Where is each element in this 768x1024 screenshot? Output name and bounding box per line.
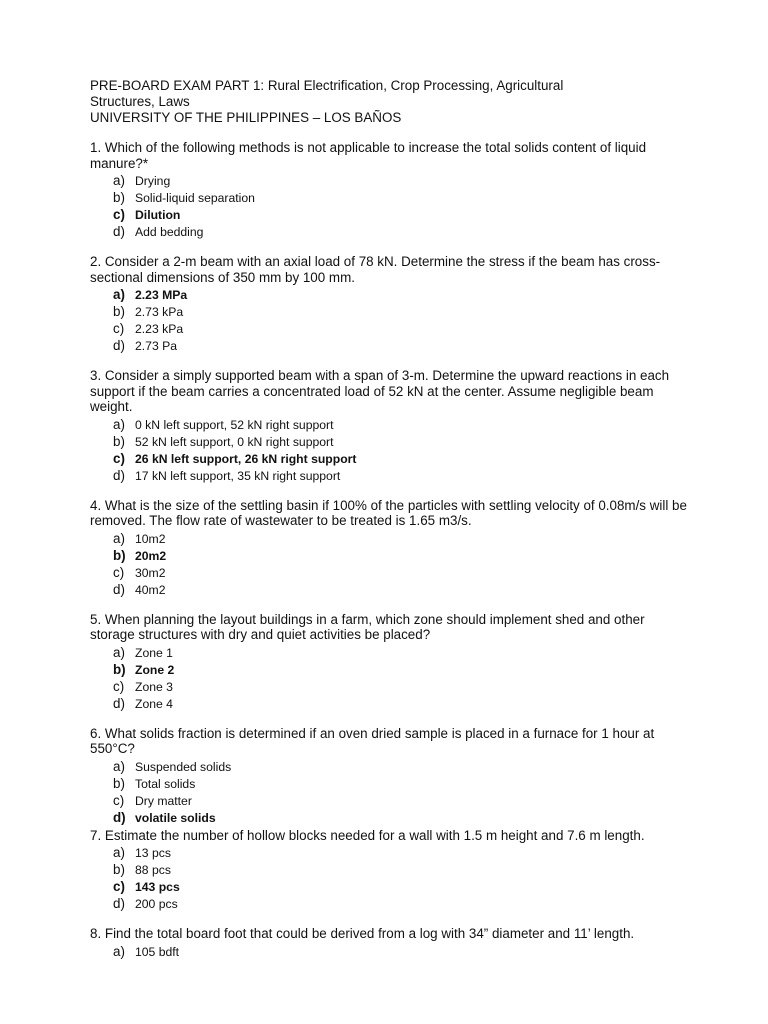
option-text: 105 bdft [135, 944, 180, 959]
option-text: 20m2 [135, 548, 167, 563]
option-list [90, 758, 690, 826]
option-b-answer [90, 547, 690, 564]
option-c-answer [90, 878, 690, 895]
option-letter: b) [113, 547, 126, 563]
option-letter: d) [113, 809, 126, 825]
option-d-answer [90, 809, 690, 826]
option-letter: a) [113, 758, 125, 774]
exam-page [90, 78, 690, 960]
option-c [90, 792, 690, 809]
option-text: 143 pcs [135, 880, 180, 894]
option-d [90, 581, 690, 598]
option-letter: c) [113, 450, 125, 466]
option-list [90, 286, 690, 354]
option-letter: a) [113, 530, 125, 546]
exam-header [90, 78, 690, 126]
option-text: Zone 4 [135, 696, 173, 711]
university-name: UNIVERSITY OF THE PHILIPPINES – LOS BAÑOS [90, 110, 402, 125]
option-c [90, 320, 690, 337]
question-3 [90, 368, 690, 484]
option-c-answer [90, 206, 690, 223]
option-text: Total solids [135, 776, 196, 791]
option-text: volatile solids [135, 810, 216, 825]
option-a [90, 172, 690, 189]
question-6 [90, 726, 690, 826]
option-text: 200 pcs [135, 897, 178, 911]
option-text: 17 kN left support, 35 kN right support [135, 468, 341, 483]
option-letter: b) [113, 304, 125, 319]
question-text: 8. Find the total board foot that could be derived from a log with 34” diameter and 11’ length. [90, 926, 635, 941]
option-d [90, 337, 690, 354]
option-d [90, 895, 690, 912]
option-text: 10m2 [135, 531, 166, 546]
option-list [90, 416, 690, 484]
question-1 [90, 140, 690, 240]
option-text: 40m2 [135, 582, 166, 597]
option-b-answer [90, 661, 690, 678]
option-b [90, 775, 690, 792]
option-text: 0 kN left support, 52 kN right support [135, 417, 334, 432]
option-list [90, 844, 690, 912]
option-text: 2.23 MPa [135, 288, 188, 302]
option-a-answer [90, 286, 690, 303]
option-letter: a) [113, 287, 125, 302]
option-a [90, 644, 690, 661]
option-c-answer [90, 450, 690, 467]
option-text: Solid-liquid separation [135, 191, 255, 205]
option-text: Dry matter [135, 793, 192, 808]
option-letter: c) [113, 564, 125, 580]
option-b [90, 189, 690, 206]
question-text: 7. Estimate the number of hollow blocks needed for a wall with 1.5 m height and 7.6 m length. [90, 827, 645, 843]
option-a [90, 416, 690, 433]
option-text: 88 pcs [135, 863, 171, 877]
option-b [90, 861, 690, 878]
question-text: 6. What solids fraction is determined if an oven dried sample is placed in a furnace for 1 hour at 550°C? [90, 725, 655, 756]
option-d [90, 695, 690, 712]
option-letter: d) [113, 467, 125, 483]
question-8 [90, 926, 690, 960]
exam-title-line-2: Structures, Laws [90, 94, 190, 109]
option-list [90, 943, 690, 960]
exam-title-line-1: PRE-BOARD EXAM PART 1: Rural Electrification, Crop Processing, Agricultural [90, 78, 564, 93]
option-d [90, 223, 690, 240]
option-letter: d) [113, 224, 125, 239]
option-letter: c) [113, 207, 125, 222]
option-text: Zone 2 [135, 662, 175, 677]
question-text: 4. What is the size of the settling basin if 100% of the particles with settling velocity of 0.08m/s will be removed. The flow rate of wastewater to be treated is 1.65 m3/s. [90, 497, 687, 528]
option-letter: c) [113, 678, 125, 694]
option-letter: d) [113, 338, 125, 353]
option-letter: b) [113, 661, 126, 677]
option-letter: a) [113, 943, 125, 959]
option-b [90, 433, 690, 450]
option-text: 2.73 kPa [135, 305, 184, 319]
option-letter: d) [113, 695, 125, 711]
option-b [90, 303, 690, 320]
option-a [90, 943, 690, 960]
option-letter: c) [113, 879, 125, 894]
question-2 [90, 254, 690, 354]
option-a [90, 530, 690, 547]
option-text: 2.23 kPa [135, 322, 184, 336]
option-text: 30m2 [135, 565, 166, 580]
option-text: 26 kN left support, 26 kN right support [135, 451, 357, 466]
option-text: Add bedding [135, 225, 204, 239]
option-letter: a) [113, 644, 125, 660]
question-5 [90, 612, 690, 712]
option-text: Dilution [135, 208, 181, 222]
question-7 [90, 828, 690, 913]
option-letter: b) [113, 862, 125, 877]
option-text: Zone 1 [135, 645, 173, 660]
option-list [90, 530, 690, 598]
option-letter: c) [113, 321, 125, 336]
option-letter: a) [113, 173, 125, 188]
option-a [90, 758, 690, 775]
question-text: 1. Which of the following methods is not applicable to increase the total solids content of liquid manure?* [90, 140, 647, 171]
option-text: Suspended solids [135, 759, 232, 774]
option-letter: b) [113, 775, 125, 791]
option-text: Zone 3 [135, 679, 173, 694]
option-text: 52 kN left support, 0 kN right support [135, 434, 334, 449]
question-text: 5. When planning the layout buildings in a farm, which zone should implement shed and other storage structures with dry and quiet activities be placed? [90, 611, 645, 642]
option-letter: c) [113, 792, 125, 808]
option-letter: b) [113, 433, 125, 449]
option-letter: b) [113, 190, 125, 205]
question-text: 3. Consider a simply supported beam with a span of 3-m. Determine the upward reactions in each support if the beam carries a concentrated load of 52 kN at the center. Assume negligible beam weight. [90, 368, 670, 414]
option-text: Drying [135, 174, 171, 188]
option-letter: a) [113, 416, 125, 432]
option-text: 2.73 Pa [135, 339, 178, 353]
option-list [90, 644, 690, 712]
option-list [90, 172, 690, 240]
option-d [90, 467, 690, 484]
option-a [90, 844, 690, 861]
question-text: 2. Consider a 2-m beam with an axial load of 78 kN. Determine the stress if the beam has cross-sectional dimensions of 350 mm by 100 mm. [90, 254, 661, 285]
option-letter: d) [113, 581, 125, 597]
option-letter: d) [113, 896, 125, 911]
question-4 [90, 498, 690, 598]
option-c [90, 564, 690, 581]
option-text: 13 pcs [135, 846, 171, 860]
option-c [90, 678, 690, 695]
option-letter: a) [113, 845, 125, 860]
